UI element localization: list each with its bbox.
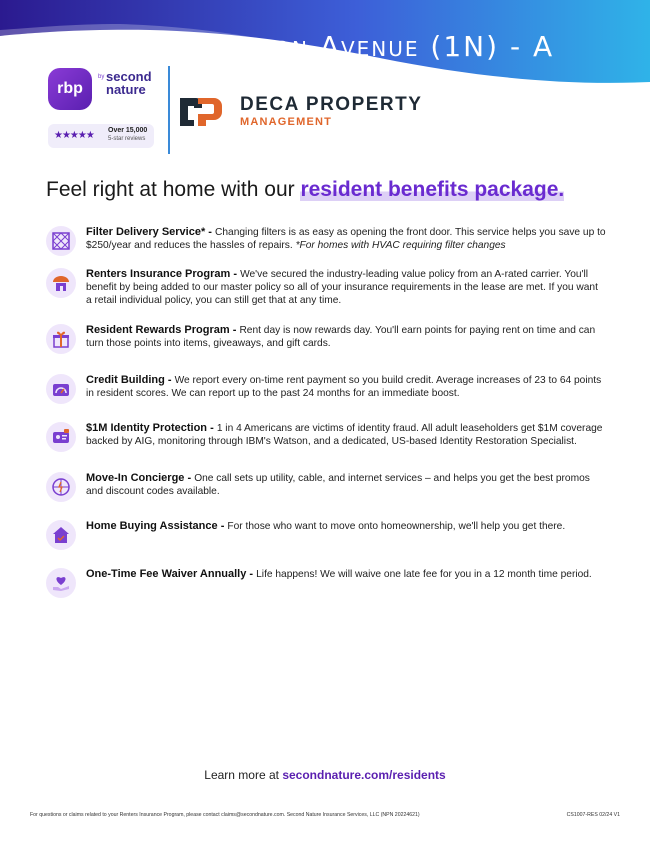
- benefit-title-suffix: -: [164, 374, 175, 386]
- benefit-text: [86, 472, 606, 498]
- benefit-description: For those who want to move onto homeownership, we'll help you get there.: [227, 521, 566, 532]
- benefit-title-suffix: -: [246, 568, 257, 580]
- brand-line-2: nature: [106, 82, 146, 97]
- deca-company-subtitle: MANAGEMENT: [240, 116, 333, 128]
- benefit-title: Credit Building: [86, 374, 165, 386]
- benefit-text: [86, 374, 606, 400]
- page-headline: [46, 178, 564, 202]
- benefit-description: One call sets up utility, cable, and internet services – and helps you get the best promos and discount codes available.: [86, 473, 590, 497]
- benefit-text: [86, 520, 606, 533]
- benefit-description: We report every on-time rent payment so you build credit. Average increases of 23 to 64 points in resident scores. We can report up to the past 24 months for an immediate boost.: [86, 375, 602, 399]
- home-icon: [46, 520, 76, 550]
- benefit-note: *For homes with HVAC requiring filter changes: [295, 240, 506, 251]
- second-nature-brand: [106, 70, 152, 96]
- benefit-title-suffix: * -: [200, 226, 216, 238]
- id-card-icon: [46, 422, 76, 452]
- benefit-text: [86, 226, 606, 252]
- property-address: …ton Avenue (1N) - A: [230, 30, 555, 63]
- benefit-title: Home Buying Assistance: [86, 520, 218, 532]
- benefit-description: We've secured the industry-leading value policy from an A-rated carrier. You'll benefit by being added to our master policy so all of your insurance requirements in the lease are met. If you want a retail individual policy, you can still get that at any time.: [86, 269, 598, 306]
- brand-line-1: second: [106, 69, 152, 84]
- benefit-title-suffix: -: [230, 268, 241, 280]
- headline-highlight: resident benefits package.: [300, 178, 565, 201]
- deca-logo-icon: [176, 94, 224, 130]
- benefit-title-suffix: -: [217, 520, 228, 532]
- benefit-description: 1 in 4 Americans are victims of identity fraud. All adult leaseholders get $1M coverage backed by AIG, monitoring through IBM's Watson, and a dedicated, US-based Identity Restoration Specialist.: [86, 423, 603, 447]
- benefit-title-suffix: -: [207, 422, 217, 434]
- umbrella-house-icon: [46, 268, 76, 298]
- benefit-description: Changing filters is as easy as opening the front door. This service helps you save up to $250/year and reduces the hassles of repairs.: [86, 227, 606, 251]
- benefit-text: [86, 568, 606, 581]
- credit-gauge-icon: [46, 374, 76, 404]
- gift-icon: [46, 324, 76, 354]
- benefit-text: [86, 422, 606, 448]
- benefit-title-suffix: -: [229, 324, 240, 336]
- learn-more-link[interactable]: secondnature.com/residents: [282, 768, 446, 782]
- benefit-title: Move-In Concierge: [86, 472, 185, 484]
- rbp-by-label: by: [98, 74, 105, 80]
- learn-more: [0, 768, 650, 782]
- benefit-text: [86, 324, 606, 350]
- footer-disclaimer: For questions or claims related to your Renters Insurance Program, please contact claims@secondnature.com. Second Nature Insurance Services, LLC (NPN 20224621): [30, 812, 420, 818]
- benefit-text: [86, 268, 606, 307]
- benefit-description: Rent day is now rewards day. You'll earn points for paying rent on time and can turn those points into items, giveaways, and gift cards.: [86, 325, 596, 349]
- document-code: CS1007-RES 02/24 V1: [566, 812, 620, 818]
- deca-company-name: DECA PROPERTY: [240, 94, 423, 115]
- rbp-second-nature-logo: [48, 66, 160, 151]
- benefit-title: Filter Delivery Service: [86, 226, 201, 238]
- benefit-title: Resident Rewards Program: [86, 324, 230, 336]
- utilities-icon: [46, 472, 76, 502]
- headline-prefix: Feel right at home with our: [46, 178, 301, 201]
- reviews-label: 5-star reviews: [108, 136, 146, 142]
- air-filter-icon: [46, 226, 76, 256]
- benefit-title: $1M Identity Protection: [86, 422, 208, 434]
- benefit-title-suffix: -: [184, 472, 195, 484]
- learn-more-label: Learn more at: [204, 768, 283, 782]
- benefit-title: Renters Insurance Program: [86, 268, 231, 280]
- five-star-icon: ★★★★★: [54, 130, 94, 141]
- benefit-description: Life happens! We will waive one late fee for you in a 12 month time period.: [256, 569, 592, 580]
- logo-divider: [168, 66, 170, 154]
- reviews-badge: [48, 124, 154, 148]
- reviews-count: Over 15,000: [108, 127, 148, 134]
- rbp-badge: rbp: [48, 68, 92, 110]
- benefit-title: One-Time Fee Waiver Annually: [86, 568, 247, 580]
- heart-hand-icon: [46, 568, 76, 598]
